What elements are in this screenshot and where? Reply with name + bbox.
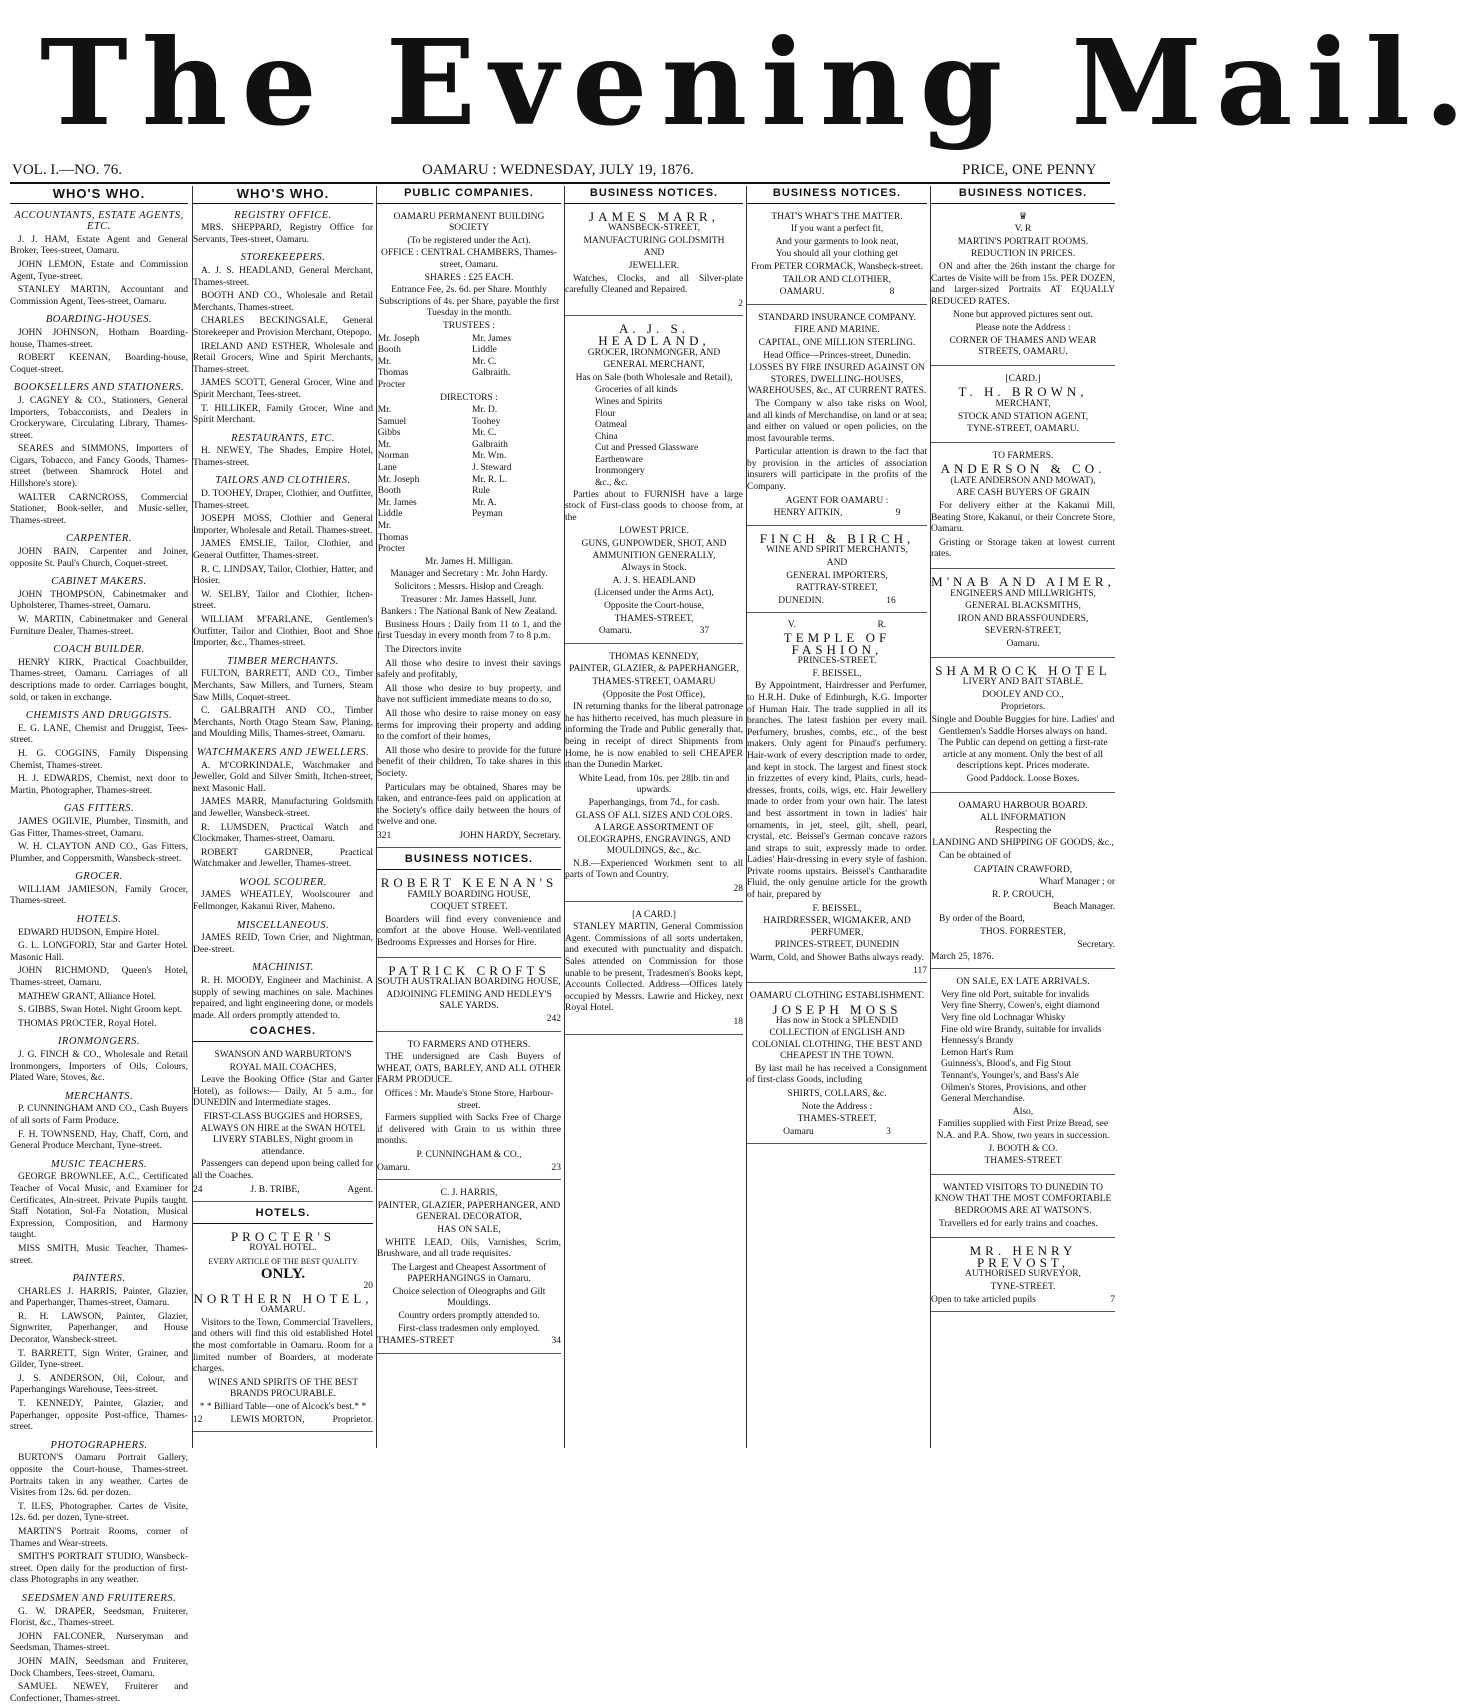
directory-sections <box>10 210 188 1705</box>
section-title: TAILORS AND CLOTHIERS. <box>215 475 351 487</box>
list-item: All those who desire to provide for the future benefit of their children, To take shares in this Society. <box>377 745 561 779</box>
list-item: Mr. C. Galbraith. <box>472 356 511 379</box>
list-item: Mr. James Liddle <box>377 497 417 520</box>
farmers-ad: TO FARMERS AND OTHERS. THE undersigned are Cash Buyers of WHEAT, OATS, BARLEY, AND ALL OTHER FARM PRODUCE. Offices : Mr. Maude's Stone Store, Harbour-street. Farmers supplied with Sacks Free of Charge if delivered with Grain to us within three months. P. CUNNINGHAM & CO., Oamaru. 23 <box>377 1036 561 1181</box>
listing-entry: WILLIAM M'FARLANE, Gentlemen's Outfitter, Tailor and Clothier, Boot and Shoe Importer, &c., Thames-street. <box>193 615 373 649</box>
listing-entry: C. GALBRAITH AND CO., Timber Merchants, North Otago Steam Saw, Planing, and Moulding Mills, Thames-street, Oamaru. <box>193 706 373 740</box>
list-item: &c., &c. <box>595 478 628 489</box>
list-item: All those who desire to invest their savings safely and profitably, <box>377 658 561 681</box>
listing-entry: G. W. DRAPER, Seedsman, Fruiterer, Florist, &c., Thames-street. <box>10 1606 188 1629</box>
crofts-ad: PATRICK CROFTS SOUTH AUSTRALIAN BOARDING HOUSE, ADJOINING FLEMING AND HEDLEY'S SALE YARDS. 242 <box>377 962 561 1032</box>
list-item: Cut and Pressed Glassware <box>595 443 699 454</box>
listing-entry: S. GIBBS, Swan Hotel. Night Groom kept. <box>18 1005 183 1016</box>
section-title: STOREKEEPERS. <box>240 252 326 264</box>
standard-insurance-ad: STANDARD INSURANCE COMPANY. FIRE AND MARINE. CAPITAL, ONE MILLION STERLING. Head Office—Princes-street, Dunedin. LOSSES BY FIRE INSURED AGAINST ON STORES, DWELLING-HOUSES, WAREHOUSES, &c., AT CURRENT RATES. The Company w also take risks on Wool, and all kinds of Merchandise, on land or at sea; and either on valued or open policies, on the most favourable terms. Particular attention is drawn to the fact that by provision in the articles of association insurers will participate in the profits of the Company. AGENT FOR OAMARU : HENRY AITKIN, 9 <box>747 309 927 526</box>
listing-entry: JAMES OGILVIE, Plumber, Tinsmith, and Gas Fitter, Thames-street, Oamaru. <box>10 816 188 839</box>
section-title: MACHINIST. <box>252 962 314 974</box>
list-item: And your garments to look neat, <box>775 236 899 247</box>
listing-entry: STANLEY MARTIN, Accountant and Commission Agent, Tees-street, Oamaru. <box>10 285 188 307</box>
list-item: Earthenware <box>595 454 643 465</box>
column-header: WHO'S WHO. <box>10 186 188 204</box>
listing-entry: JAMES WHEATLEY, Woolscourer and Fellmonger, Kakanui River, Maheno. <box>193 890 373 913</box>
column-header: BUSINESS NOTICES. <box>931 186 1115 204</box>
listing-entry: R. C. LINDSAY, Tailor, Clothier, Hatter, and Hosier. <box>193 564 373 587</box>
listing-entry: F. H. TOWNSEND, Hay, Chaff, Corn, and General Produce Merchant, Tyne-street. <box>10 1129 188 1152</box>
list-item: All those who desire to buy property, and have not sufficient immediate means to do so, <box>377 683 561 706</box>
listing-entry: THOMAS PROCTER, Royal Hotel. <box>18 1018 157 1029</box>
list-item: Oatmeal <box>595 420 628 431</box>
building-society-ad: OAMARU PERMANENT BUILDING SOCIETY (To be registered under the Act). OFFICE : CENTRAL CHAMBERS, Thames-street, Oamaru. SHARES : £25 EACH. Entrance Fee, 2s. 6d. per Share. Monthly Subscriptions of 4s. per Share, payable the first Tuesday in the month. TRUSTEES : Mr. Joseph Booth Mr. Thomas Procter Mr. James Liddle Mr. C. Galbraith. DIRECTORS : Mr. Samuel Gibbs Mr. Norman Lane Mr. Joseph Booth Mr. James Liddle Mr. Thomas Procter Mr. D. Toohey Mr. C. Galbraith Mr. Wm. J. Steward Mr. R. L. Rule Mr. A. Peyman Mr. James H. Milligan. Manager and Secretary : Mr. John Hardy. Solicitors : Messrs. Hislop and Creagh. Treasurer : Mr. James Hassell, Junr. Bankers : The National Bank of New Zealand. Business Hours : Daily from 11 to 1, and the first Tuesday in every month from 7 to 8 p.m. The Directors invite All those who desire to invest their savings safely and profitably, All those who desire to buy property, and have not sufficient immediate means to do so, All those who desire to raise money on easy terms for improving their property and adding to the comfort of their homes, All those who desire to provide for the future benefit of their children, To take shares in this Society. Particulars may be obtained, Shares may be taken, and entrance-fees paid on application at the Society's office daily between the hours of twelve and one. 321 JOHN HARDY, Secretary. <box>377 208 561 849</box>
list-item: If you want a perfect fit, <box>790 224 884 235</box>
list-item: Lemon Hart's Rum <box>941 1047 1014 1058</box>
volume-number: VOL. I.—NO. 76. <box>12 162 122 178</box>
listing-entry: MRS. SHEPPARD, Registry Office for Servants, Tees-street, Oamaru. <box>193 223 373 245</box>
listing-entry: FULTON, BARRETT, AND CO., Timber Merchants, Saw Millers, and Turners, Steam Saw Mills, Coquet-street. <box>193 669 373 703</box>
coaches-ad: SWANSON AND WARBURTON'S ROYAL MAIL COACHES, Leave the Booking Office (Star and Garter Hotel), as follows:— Daily, At 5 a.m., for DUNEDIN and Intermediate stages. FIRST-CLASS BUGGIES and HORSES, ALWAYS ON HIRE at the SWAN HOTEL LIVERY STABLES, Night groom in attendance. Passengers can depend upon being called for all the Coaches. 24 J. B. TRIBE, Agent. <box>193 1046 373 1202</box>
watson-ad: WANTED VISITORS TO DUNEDIN TO KNOW THAT THE MOST COMFORTABLE BEDROOMS ARE AT WATSON'S. Travellers ed for early trains and coaches. <box>931 1179 1115 1238</box>
hotels-header: HOTELS. <box>193 1206 373 1224</box>
section-title: CABINET MAKERS. <box>51 576 147 588</box>
listing-entry: CHARLES J. HARRIS, Painter, Glazier, and Paperhanger, Thames-street, Oamaru. <box>10 1286 188 1309</box>
section-title: WOOL SCOURER. <box>239 876 327 888</box>
booth-arrivals-ad: ON SALE, EX LATE ARRIVALS. Very fine old Port, suitable for invalids Very fine Sherry, Cowen's, eight diamond Very fine old Lochnagar Whisky Fine old wire Brandy, suitable for invalids Hennessy's Brandy Lemon Hart's Rum Guinness's, Blood's, and Fig Stout Tennant's, Younger's, and Bass's Ale Oilmen's Stores, Provisions, and other General Merchandise. Also, Families supplied with First Prize Bread, see N.A. and P.A. Show, two years in succession. J. BOOTH & CO. THAMES-STREET <box>931 973 1115 1175</box>
list-item: All those who desire to raise money on easy terms for improving their property and adding to the comfort of their homes, <box>377 708 561 743</box>
listing-entry: JOHN THOMPSON, Cabinetmaker and Upholsterer, Thames-street, Oamaru. <box>10 589 188 612</box>
section-title: BOARDING-HOUSES. <box>45 314 153 326</box>
section-title: ACCOUNTANTS, ESTATE AGENTS, ETC. <box>14 209 184 233</box>
listing-entry: ROBERT KEENAN, Boarding-house, Coquet-street. <box>10 353 188 375</box>
cormack-ad: THAT'S WHAT'S THE MATTER. If you want a perfect fit, And your garments to look neat, You should all your clothing get From PETER CORMACK, Wansbeck-street. TAILOR AND CLOTHIER, OAMARU. 8 <box>747 208 927 305</box>
dateline: OAMARU : WEDNESDAY, JULY 19, 1876. <box>422 162 694 178</box>
listing-entry: JAMES MARR, Manufacturing Goldsmith and Jeweller, Wansbeck-street. <box>193 797 373 819</box>
listing-entry: J. CAGNEY & CO., Stationers, General Importers, Tobacconists, and Dealers in Crockeryware, Circulating Library, Thames-street. <box>10 395 188 441</box>
list-item: Mr. A. Peyman <box>472 497 503 520</box>
list-item: Mr. C. Galbraith <box>472 428 508 450</box>
list-item: Very fine old Port, suitable for invalids <box>941 989 1090 1000</box>
section-title: SEEDSMEN AND FRUITERERS. <box>21 1592 177 1604</box>
listing-entry: JAMES SCOTT, General Grocer, Wine and Spirit Merchant, Tees-street. <box>193 378 373 400</box>
mcnab-aimer-ad: M'NAB AND AIMER, ENGINEERS AND MILLWRIGHTS, GENERAL BLACKSMITHS, IRON AND BRASSFOUNDERS, SEVERN-STREET, Oamaru. <box>931 573 1115 658</box>
listing-entry: BOOTH AND CO., Wholesale and Retail Merchants, Thames-street. <box>193 291 373 313</box>
list-item: Mr. R. L. Rule <box>472 474 508 497</box>
list-item: Flour <box>595 408 616 419</box>
listing-entry: WILLIAM JAMIESON, Family Grocer, Thames-street. <box>10 884 188 907</box>
section-title: MUSIC TEACHERS. <box>50 1158 148 1170</box>
listing-entry: ROBERT GARDNER, Practical Watchmaker and Jeweller, Thames-street. <box>193 847 373 870</box>
list-item: Mr. James Liddle <box>472 333 512 356</box>
brown-card-ad: [CARD.] T. H. BROWN, MERCHANT, STOCK AND STATION AGENT, TYNE-STREET, OAMARU. <box>931 370 1115 443</box>
list-item: Wines and Spirits <box>595 396 663 407</box>
column-header: BUSINESS NOTICES. <box>747 186 927 204</box>
list-item: Hennessy's Brandy <box>941 1036 1014 1047</box>
list-item: China <box>595 431 618 442</box>
listing-entry: BURTON'S Oamaru Portrait Gallery, opposite the Court-house, Thames-street. Portraits taken in any weather. Cartes de Visites from 12s. 6d. per dozen. <box>10 1453 188 1499</box>
finch-birch-ad: FINCH & BIRCH, WINE AND SPIRIT MERCHANTS, AND GENERAL IMPORTERS, RATTRAY-STREET, DUNEDIN. 16 <box>747 530 927 614</box>
list-item: Fine old wire Brandy, suitable for invalids <box>941 1024 1102 1035</box>
kennedy-ad: THOMAS KENNEDY, PAINTER, GLAZIER, & PAPERHANGER, THAMES-STREET, OAMARU (Opposite the Post Office), IN returning thanks for the liberal patronage he has hitherto received, has much pleasure in informing the Trade and Public generally that, being in receipt of direct Shipments from Home, he is now enabled to sell CHEAPER than the Dunedin Market. White Lead, from 10s. per 28lb. tin and upwards. Paperhangings, from 7d., for cash. GLASS OF ALL SIZES AND COLORS. A LARGE ASSORTMENT OF OLEOGRAPHS, ENGRAVINGS, AND MOULDINGS, &c., &c. N.B.—Experienced Workmen sent to all parts of Town and Country. 28 <box>565 648 743 902</box>
martins-portrait-ad: ♛ V. R MARTIN'S PORTRAIT ROOMS. REDUCTION IN PRICES. ON and after the 26th instant the charge for Cartes de Visite will be from 15s. PER DOZEN, and larger-sized Portraits AT EQUALLY REDUCED RATES. None but approved pictures sent out. Please note the Address : CORNER OF THAMES AND WEAR STREETS, OAMARU. <box>931 208 1115 366</box>
keenan-ad: ROBERT KEENAN'S FAMILY BOARDING HOUSE, COQUET STREET. Boarders will find every convenience and comfort at the above House. Well-ventilated Bedrooms Expresses and Horses for Hire. <box>377 874 561 958</box>
list-item: Guinness's, Blood's, and Fig Stout <box>941 1059 1072 1070</box>
section-title: TIMBER MERCHANTS. <box>227 655 339 667</box>
listing-entry: JAMES REID, Town Crier, and Nightman, Dee-street. <box>193 933 373 955</box>
list-item: Oilmen's Stores, Provisions, and other General Merchandise. <box>941 1082 1087 1105</box>
listing-entry: T. BARRETT, Sign Writer, Grainer, and Gilder, Tyne-street. <box>10 1348 188 1371</box>
section-title: CHEMISTS AND DRUGGISTS. <box>25 710 173 722</box>
list-item: You should all your clothing get <box>775 249 899 260</box>
clothing-establishment-ad: OAMARU CLOTHING ESTABLISHMENT. JOSEPH MOSS Has now in Stock a SPLENDID COLLECTION of ENGLISH AND COLONIAL CLOTHING, THE BEST AND CHEAPEST IN THE TOWN. By last mail he has received a Consignment of first-class Goods, including SHIRTS, COLLARS, &c. Note the Address : THAMES-STREET, Oamaru 3 <box>747 987 927 1144</box>
harris-ad: C. J. HARRIS, PAINTER, GLAZIER, PAPERHANGER, AND GENERAL DECORATOR, HAS ON SALE, WHITE LEAD, Oils, Varnishes, Scrim, Brushware, and all trade requisites. The Largest and Cheapest Assortment of PAPERHANGINGS in Oamaru. Choice selection of Oleographs and Gilt Mouldings. Country orders promptly attended to. First-class tradesmen only employed. THAMES-STREET 34 <box>377 1184 561 1354</box>
listing-entry: H. G. COGGINS, Family Dispensing Chemist, Thames-street. <box>10 748 188 771</box>
listing-entry: A. J. S. HEADLAND, General Merchant, Thames-street. <box>193 265 373 288</box>
listing-entry: J. J. HAM, Estate Agent and General Broker, Tees-street, Oamaru. <box>10 234 188 257</box>
headland-ad: A. J. S. HEADLAND, GROCER, IRONMONGER, AND GENERAL MERCHANT, Has on Sale (both Wholesale and Retail), Groceries of all kinds Wines and Spirits Flour Oatmeal China Cut and Pressed Glassware Earthenware Ironmongery &c., &c. Parties about to FURNISH have a large stock of First-class goods to choose from, at the LOWEST PRICE. GUNS, GUNPOWDER, SHOT, AND AMMUNITION GENERALLY, Always in Stock. A. J. S. HEADLAND (Licensed under the Arms Act), Opposite the Court-house, THAMES-STREET, Oamaru. 37 <box>565 320 743 643</box>
listing-entry: JOHN LEMON, Estate and Commission Agent, Tyne-street. <box>10 259 188 282</box>
listing-entry: MISS SMITH, Music Teacher, Thames-street. <box>10 1243 188 1266</box>
section-title: HOTELS. <box>76 914 122 926</box>
list-item: Groceries of all kinds <box>595 385 678 396</box>
listing-entry: R. LUMSDEN, Practical Watch and Clockmaker, Thames-street, Oamaru. <box>193 822 373 845</box>
listing-entry: W. H. CLAYTON AND CO., Gas Fitters, Plumber, and Coppersmith, Wansbeck-street. <box>10 842 188 864</box>
listing-entry: JOHN FALCONER, Nurseryman and Seedsman, Thames-street. <box>10 1631 188 1654</box>
list-item: From PETER CORMACK, Wansbeck-street. <box>751 261 923 272</box>
listing-entry: A. M'CORKINDALE, Watchmaker and Jeweller, Gold and Silver Smith, Itchen-street, next Masonic Hall. <box>193 760 373 794</box>
listing-entry: SAMUEL NEWEY, Fruiterer and Confectioner, Thames-street. <box>10 1682 188 1704</box>
list-item: Ironmongery <box>595 466 645 477</box>
listing-entry: T. HILLIKER, Family Grocer, Wine and Spirit Merchant. <box>193 403 373 426</box>
listing-entry: IRELAND AND ESTHER, Wholesale and Retail Grocers, Wine and Spirit Merchants, Thames-street. <box>193 341 373 375</box>
section-title: GAS FITTERS. <box>63 803 135 815</box>
listing-entry: SMITH'S PORTRAIT STUDIO, Wansbeck-street. Open daily for the production of first-class Photographs in any weather. <box>10 1552 188 1586</box>
listing-entry: P. CUNNINGHAM AND CO., Cash Buyers of all sorts of Farm Produce. <box>10 1104 188 1126</box>
price: PRICE, ONE PENNY <box>962 162 1097 178</box>
issue-bar <box>10 160 1110 184</box>
section-title: MERCHANTS. <box>64 1090 134 1102</box>
listing-entry: J. S. ANDERSON, Oil, Colour, and Paperhangings Warehouse, Tees-street. <box>10 1373 188 1396</box>
list-item: Mr. D. Toohey <box>472 405 501 427</box>
listing-entry: G. L. LONGFORD, Star and Garter Hotel. Masonic Hall. <box>10 941 188 963</box>
list-item: Mr. Samuel Gibbs <box>377 405 407 439</box>
list-item: Mr. Thomas Procter <box>377 521 409 555</box>
business-notices-header: BUSINESS NOTICES. <box>377 852 561 870</box>
marr-ad: JAMES MARR, WANSBECK-STREET, MANUFACTURING GOLDSMITH AND JEWELLER. Watches, Clocks, and all Silver-plate carefully Cleaned and Repaired. 2 <box>565 208 743 317</box>
column-2 <box>192 186 373 1448</box>
prevost-ad: MR. HENRY PREVOST, AUTHORISED SURVEYOR, TYNE-STREET. Open to take articled pupils 7 <box>931 1242 1115 1312</box>
listing-entry: W. MARTIN, Cabinetmaker and General Furniture Dealer, Thames-street. <box>10 615 188 637</box>
column-4 <box>564 186 743 1448</box>
listing-entry: R. H. MOODY, Engineer and Machinist. A supply of sewing machines on sale. Machines repaired, and light engineering done, or models made. All orders promptly attended to. <box>193 976 373 1021</box>
section-title: BOOKSELLERS AND STATIONERS. <box>13 382 185 394</box>
listing-entry: JAMES EMSLIE, Tailor, Clothier, and General Outfitter, Thames-street. <box>193 539 373 562</box>
list-item: Mr. Norman Lane <box>377 439 409 474</box>
listing-entry: MARTIN'S Portrait Rooms, corner of Thames and Wear-streets. <box>10 1526 188 1549</box>
section-title: MISCELLANEOUS. <box>236 919 330 931</box>
listing-entry: T. KENNEDY, Painter, Glazier, and Paperhanger, opposite Post-office, Thames-street. <box>10 1399 188 1433</box>
list-item: Tennant's, Younger's, and Bass's Ale <box>941 1071 1079 1081</box>
trustees <box>377 334 561 392</box>
list-item: Mr. Wm. J. Steward <box>472 451 512 474</box>
listing-entry: JOHN BAIN, Carpenter and Joiner, opposite St. Paul's Church, Coquet-street. <box>10 547 188 569</box>
directory-sections <box>193 210 373 1023</box>
listing-entry: D. TOOHEY, Draper, Clothier, and Outfitter, Thames-street. <box>193 489 373 511</box>
listing-entry: T. ILES, Photographer. Cartes de Visite, 12s. 6d. per dozen, Tyne-street. <box>10 1501 188 1524</box>
masthead-title: The Evening Mail. <box>40 13 1479 152</box>
hotels-ad: PROCTER'S ROYAL HOTEL. EVERY ARTICLE OF THE BEST QUALITY ONLY. 20 NORTHERN HOTEL, OAMARU. Visitors to the Town, Commercial Travellers, and others will find this old established Hotel the most comfortable in Oamaru. Room for a limited number of Boarders, at moderate charges. WINES AND SPIRITS OF THE BEST BRANDS PROCURABLE. * * Billiard Table—one of Alcock's best.* * 12 LEWIS MORTON, Proprietor. <box>193 1228 373 1433</box>
listing-entry: JOHN RICHMOND, Queen's Hotel, Thames-street, Oamaru. <box>10 966 188 989</box>
listing-entry: JOSEPH MOSS, Clothier and General Importer, Wholesale and Retail. Thames-street. <box>193 514 373 536</box>
listing-entry: W. SELBY, Tailor and Clothier, Itchen-street. <box>193 589 373 612</box>
section-title: CARPENTER. <box>66 533 132 545</box>
section-title: PHOTOGRAPHERS. <box>50 1439 148 1451</box>
listing-entry: EDWARD HUDSON, Empire Hotel. <box>18 927 160 938</box>
shamrock-hotel-ad: SHAMROCK HOTEL LIVERY AND BAIT STABLE. DOOLEY AND CO., Proprietors. Single and Double Buggies for hire. Ladies' and Gentlemen's Saddle Horses always on hand. The Public can depend on getting a first-rate article at any moment. Only the best of all descriptions kept. Prices moderate. Good Paddock. Loose Boxes. <box>931 662 1115 793</box>
column-5 <box>746 186 927 1448</box>
section-title: GROCER. <box>75 871 123 883</box>
list-item: Very fine Sherry, Cowen's, eight diamond <box>941 1001 1100 1012</box>
section-title: REGISTRY OFFICE. <box>234 209 332 221</box>
list-item: Mr. Joseph Booth <box>377 333 420 356</box>
coaches-header: COACHES. <box>193 1024 373 1042</box>
harbour-board-ad: OAMARU HARBOUR BOARD. ALL INFORMATION Respecting the LANDING AND SHIPPING OF GOODS, &c., Can be obtained of CAPTAIN CRAWFORD, Wharf Manager ; or R. P. CROUCH, Beach Manager. By order of the Board, THOS. FORRESTER, Secretary. March 25, 1876. <box>931 797 1115 970</box>
listing-entry: H. NEWEY, The Shades, Empire Hotel, Thames-street. <box>193 446 373 468</box>
column-header: PUBLIC COMPANIES. <box>377 186 561 204</box>
column-1 <box>10 186 188 1704</box>
listing-entry: HENRY KIRK, Practical Coachbuilder, Thames-street, Oamaru. Carriages of all descriptions made to order. Carriages bought, sold, or taken in exchange. <box>10 657 188 703</box>
royal-crest-icon: ♛ <box>1018 211 1028 222</box>
listing-entry: E. G. LANE, Chemist and Druggist, Tees-street. <box>10 723 188 746</box>
temple-of-fashion-ad: V. R. TEMPLE OF FASHION, PRINCES-STREET. F. BEISSEL, By Appointment, Hairdresser and Perfumer, to H.R.H. Duke of Edinburgh, K.G. Importer of Human Hair. The trade supplied in all its branches. The latest fashion per every mail. Perfumery, brushes, combs, etc., of the best makers. Only agent for Pinaud's perfumery. Hair-work of every description made to order, and kept in stock. The largest and finest stock in frizzettes of every kind, Plaits, curls, head-dresses, fronts, coils, wigs, etc. Hair Jewellery made to order from your own hair. The latest and best assortment in town in ladies' hair ornaments, in jet, steel, gilt, shell, pearl, crystal, etc. Beissel's German concave razors and straps to suit, expressly made to order. Ladies' Hair-dressing in every style of fashion. Private rooms upstairs. Beissel's Cantharadite Fluid, the only genuine article for the growth of hair, prepared by F. BEISSEL, HAIRDRESSER, WIGMAKER, AND PERFUMER, PRINCES-STREET, DUNEDIN Warm, Cold, and Shower Baths always ready. 117 <box>747 617 927 983</box>
list-item: Very fine old Lochnagar Whisky <box>941 1013 1066 1024</box>
column-6 <box>930 186 1115 1448</box>
listing-entry: JOHN MAIN, Seedsman and Fruiterer, Dock Chambers, Tees-street, Oamaru. <box>10 1656 188 1679</box>
section-title: RESTAURANTS, ETC. <box>231 432 335 444</box>
list-item: Mr. Thomas Procter <box>377 356 409 390</box>
column-header: WHO'S WHO. <box>193 186 373 204</box>
section-title: WATCHMAKERS AND JEWELLERS. <box>196 746 370 758</box>
column-3 <box>376 186 561 1448</box>
martin-card-ad: [A CARD.] STANLEY MARTIN, General Commission Agent. Commissions of all sorts undertaken, and executed with punctuality and dispatch. Sales attended on Commission for those unable to be present, Tradesmen's Books kept, Accounts Collected. Address—Offices lately occupied by Messrs. Lawrie and Hickey, next Royal Hotel. 18 <box>565 906 743 1035</box>
listing-entry: GEORGE BROWNLEE, A.C., Certificated Teacher of Vocal Music, and Examiner for Certificates, Aln-street. Private Pupils taught. Staff Notation, Sol-Fa Notation, Musical Expression, Composition, and Harmony taught. <box>10 1172 188 1241</box>
listing-entry: MATHEW GRANT, Alliance Hotel. <box>18 991 157 1002</box>
listing-entry: J. G. FINCH & CO., Wholesale and Retail Ironmongers, Importers of Oils, Colours, Plated Ware, Stoves, &c. <box>10 1050 188 1084</box>
listing-entry: R. H. LAWSON, Painter, Glazier, Signwriter, Paperhanger, and House Decorator, Wansbeck-street. <box>10 1311 188 1346</box>
section-title: IRONMONGERS. <box>57 1036 141 1048</box>
listing-entry: H. J. EDWARDS, Chemist, next door to Martin, Photographer, Thames-street. <box>10 774 188 796</box>
listing-entry: SEARES and SIMMONS, Importers of Cigars, Tobacco, and Fancy Goods, Thames-street (between Shamrock Hotel and Hillshore's store). <box>10 444 188 490</box>
listing-entry: CHARLES BECKINGSALE, General Storekeeper and Provision Merchant, Otepopo. <box>193 316 373 338</box>
directors <box>377 405 561 556</box>
list-item: Mr. Joseph Booth <box>377 474 420 497</box>
column-header: BUSINESS NOTICES. <box>565 186 743 204</box>
anderson-ad: TO FARMERS. ANDERSON & CO. (LATE ANDERSON AND MOWAT), ARE CASH BUYERS OF GRAIN For delivery either at the Kakanui Mill, Beating Store, Kakanui, or their Concrete Store, Oamaru. Gristing or Storage taken at lowest current rates. <box>931 447 1115 569</box>
section-title: COACH BUILDER. <box>53 644 145 656</box>
listing-entry: JOHN JOHNSON, Hotham Boarding-house, Thames-street. <box>10 327 188 350</box>
section-title: PAINTERS. <box>72 1273 126 1285</box>
masthead <box>40 8 1479 158</box>
listing-entry: WALTER CARNCROSS, Commercial Stationer, Book-seller, and Music-seller, Thames-street. <box>10 492 188 526</box>
